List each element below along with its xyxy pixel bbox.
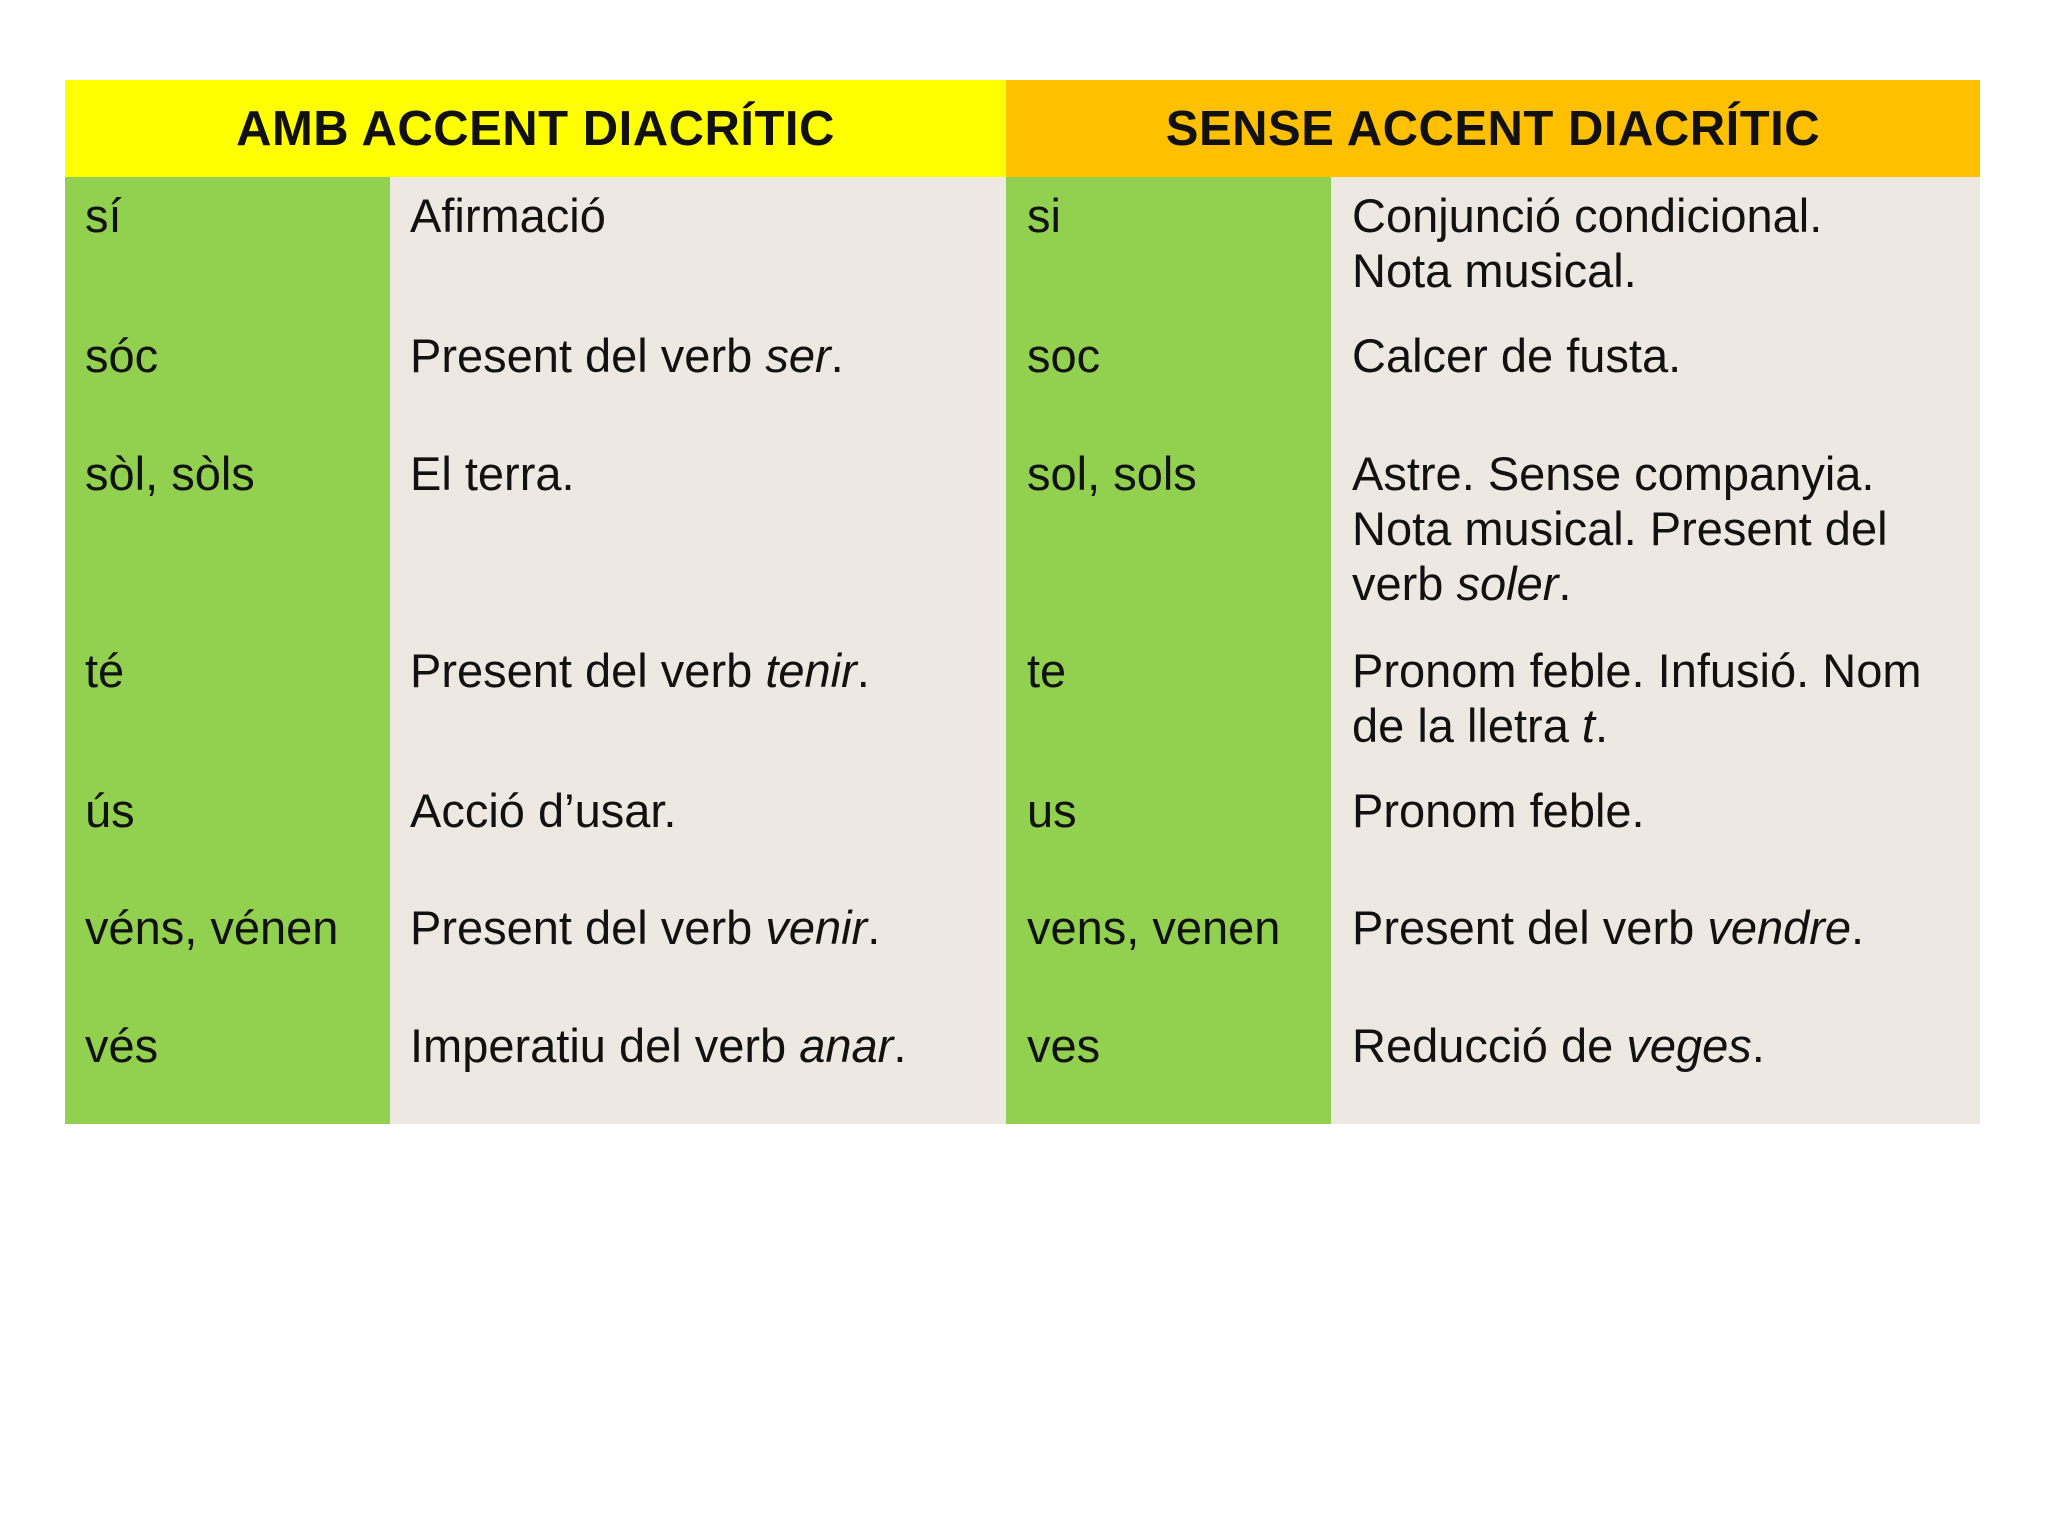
plain-definition	[1352, 328, 1681, 383]
plain-definition	[1352, 783, 1645, 838]
definition-tail: .	[830, 329, 844, 382]
definition-text: Nota musical.	[1352, 244, 1637, 297]
definition-line	[1352, 188, 1822, 243]
definition-text: Afirmació	[410, 189, 606, 242]
definition-line	[1352, 328, 1681, 383]
definition-tail: .	[1594, 699, 1609, 752]
definition-italic: tenir	[765, 644, 857, 697]
definition-line	[1352, 643, 1922, 698]
definition-tail: .	[856, 644, 870, 697]
accented-word: ús	[85, 784, 135, 837]
header-without-accent: SENSE ACCENT DIACRÍTIC	[1006, 80, 1980, 177]
accented-definition	[410, 643, 870, 698]
accented-definition	[410, 783, 676, 838]
definition-italic: anar	[799, 1019, 894, 1072]
definition-line	[1352, 698, 1922, 753]
definition-text: Pronom feble.	[1352, 784, 1645, 837]
definition-italic: t	[1581, 699, 1595, 752]
definition-text: Astre. Sense companyia.	[1352, 447, 1875, 500]
plain-definition	[1352, 188, 1822, 298]
definition-text: verb	[1352, 557, 1457, 610]
definition-text: Pronom feble. Infusió. Nom	[1352, 644, 1922, 697]
definition-line	[1352, 556, 1888, 611]
plain-definition	[1352, 900, 1864, 955]
definition-text: Present del verb	[410, 901, 766, 954]
accented-word: sóc	[85, 329, 159, 382]
accented-definition	[410, 328, 844, 383]
definition-line	[1352, 900, 1864, 955]
accented-definition	[410, 900, 880, 955]
definition-text: Nota musical. Present del	[1352, 502, 1888, 555]
definition-text: El terra.	[410, 447, 575, 500]
definition-tail: .	[867, 901, 881, 954]
plain-definition	[1352, 1018, 1765, 1073]
plain-word: si	[1027, 189, 1061, 242]
accented-word: sòl, sòls	[85, 447, 255, 500]
definition-text: Calcer de fusta.	[1352, 329, 1682, 382]
plain-word: ves	[1027, 1019, 1101, 1072]
plain-word: te	[1027, 644, 1067, 697]
definition-line	[1352, 446, 1888, 501]
plain-word: soc	[1027, 329, 1101, 382]
definition-text: Acció d’usar.	[410, 784, 677, 837]
plain-definition	[1352, 643, 1922, 753]
definition-tail: .	[1558, 557, 1572, 610]
definition-line	[1352, 501, 1888, 556]
accented-word: vés	[85, 1019, 159, 1072]
definition-italic: soler	[1456, 557, 1559, 610]
plain-word: us	[1027, 784, 1077, 837]
definition-text: Present del verb	[410, 644, 766, 697]
definition-tail: .	[893, 1019, 907, 1072]
plain-word: vens, venen	[1027, 901, 1281, 954]
definition-italic: vendre	[1707, 901, 1852, 954]
definition-text: Present del verb	[410, 329, 766, 382]
definition-text: Reducció de	[1352, 1019, 1627, 1072]
definition-italic: ser	[765, 329, 831, 382]
definition-line	[1352, 1018, 1765, 1073]
plain-definition	[1352, 446, 1888, 611]
definition-line	[1352, 243, 1822, 298]
definition-line	[1352, 783, 1645, 838]
accented-word: té	[85, 644, 125, 697]
accented-word: véns, vénen	[85, 901, 339, 954]
accented-definition	[410, 188, 606, 243]
definition-text: Conjunció condicional.	[1352, 189, 1823, 242]
definition-tail: .	[1851, 901, 1865, 954]
definition-italic: veges	[1626, 1019, 1752, 1072]
definition-text: Present del verb	[1352, 901, 1708, 954]
accented-definition	[410, 1018, 906, 1073]
definition-text: Imperatiu del verb	[410, 1019, 800, 1072]
definition-text: de la lletra	[1352, 699, 1582, 752]
header-with-accent: AMB ACCENT DIACRÍTIC	[65, 80, 1006, 177]
plain-word: sol, sols	[1027, 447, 1197, 500]
definition-tail: .	[1751, 1019, 1765, 1072]
definition-italic: venir	[765, 901, 868, 954]
accented-word: sí	[85, 189, 122, 242]
accented-definition	[410, 446, 575, 501]
